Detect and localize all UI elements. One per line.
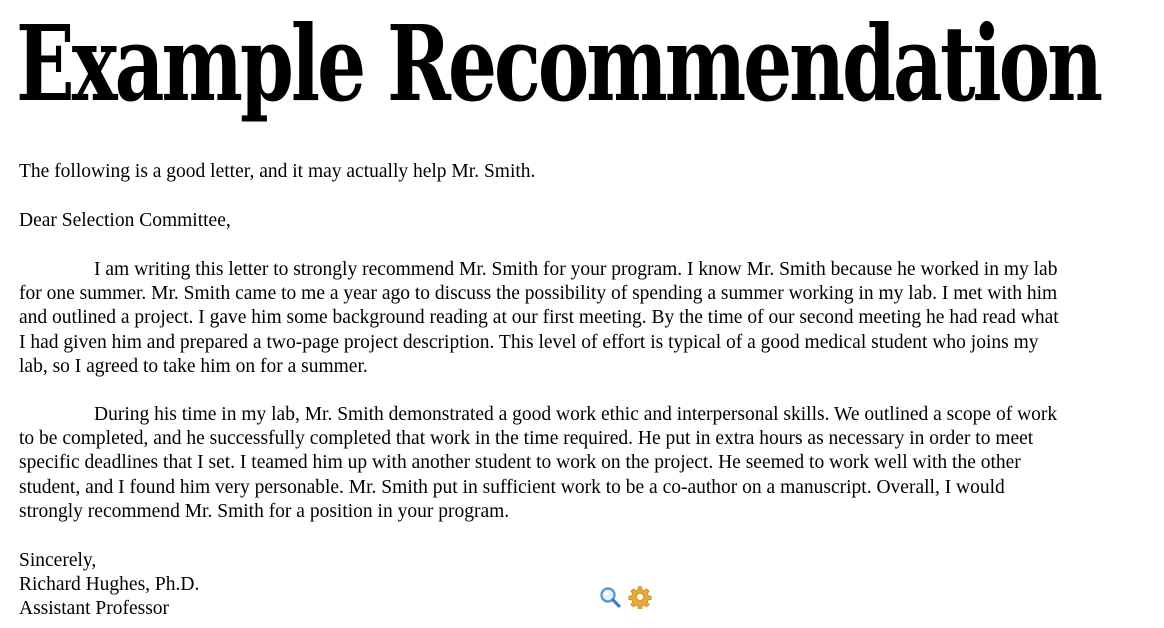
paragraph-line: strongly recommend Mr. Smith for a position in your program. [19, 500, 510, 522]
salutation: Dear Selection Committee, [19, 210, 231, 231]
paragraph-line: lab, so I agreed to take him on for a summer. [19, 355, 368, 377]
image-toolbar [598, 585, 652, 609]
signer-name: Richard Hughes, Ph.D. [19, 574, 200, 596]
paragraph-line: During his time in my lab, Mr. Smith demonstrated a good work ethic and interpersonal skills. We outlined a scope of work [94, 404, 1058, 425]
paragraph-line: I am writing this letter to strongly recommend Mr. Smith for your program. I know Mr. Smith because he worked in my lab [94, 259, 1058, 280]
paragraph-line: I had given him and prepared a two-page project description. This level of effort is typical of a good medical student who joins my [19, 331, 1039, 353]
letter-closing [19, 549, 199, 622]
paragraph-line: for one summer. Mr. Smith came to me a year ago to discuss the possibility of spending a summer working in my lab. I met with him [19, 283, 1058, 305]
page-title: Example Recommendation [16, 2, 1101, 125]
paragraph-line: to be completed, and he successfully completed that work in the time required. He put in extra hours as necessary in order to meet [19, 428, 1034, 450]
paragraph-line: student, and I found him very personable. Mr. Smith put in sufficient work to be a co-author on a manuscript. Overall, I would [19, 476, 1005, 498]
signer-position: Assistant Professor [19, 598, 170, 620]
intro-text: The following is a good letter, and it may actually help Mr. Smith. [19, 161, 536, 182]
gear-icon[interactable] [628, 585, 652, 609]
paragraph-line: and outlined a project. I gave him some background reading at our first meeting. By the time of our second meeting he had read what [19, 307, 1059, 329]
letter-paragraph-2 [19, 403, 1144, 524]
paragraph-line: specific deadlines that I set. I teamed him up with another student to work on the project. He seemed to work well with the other [19, 452, 1021, 474]
magnifier-icon[interactable] [598, 585, 622, 609]
valediction: Sincerely, [19, 550, 97, 571]
letter-paragraph-1 [19, 258, 1144, 379]
